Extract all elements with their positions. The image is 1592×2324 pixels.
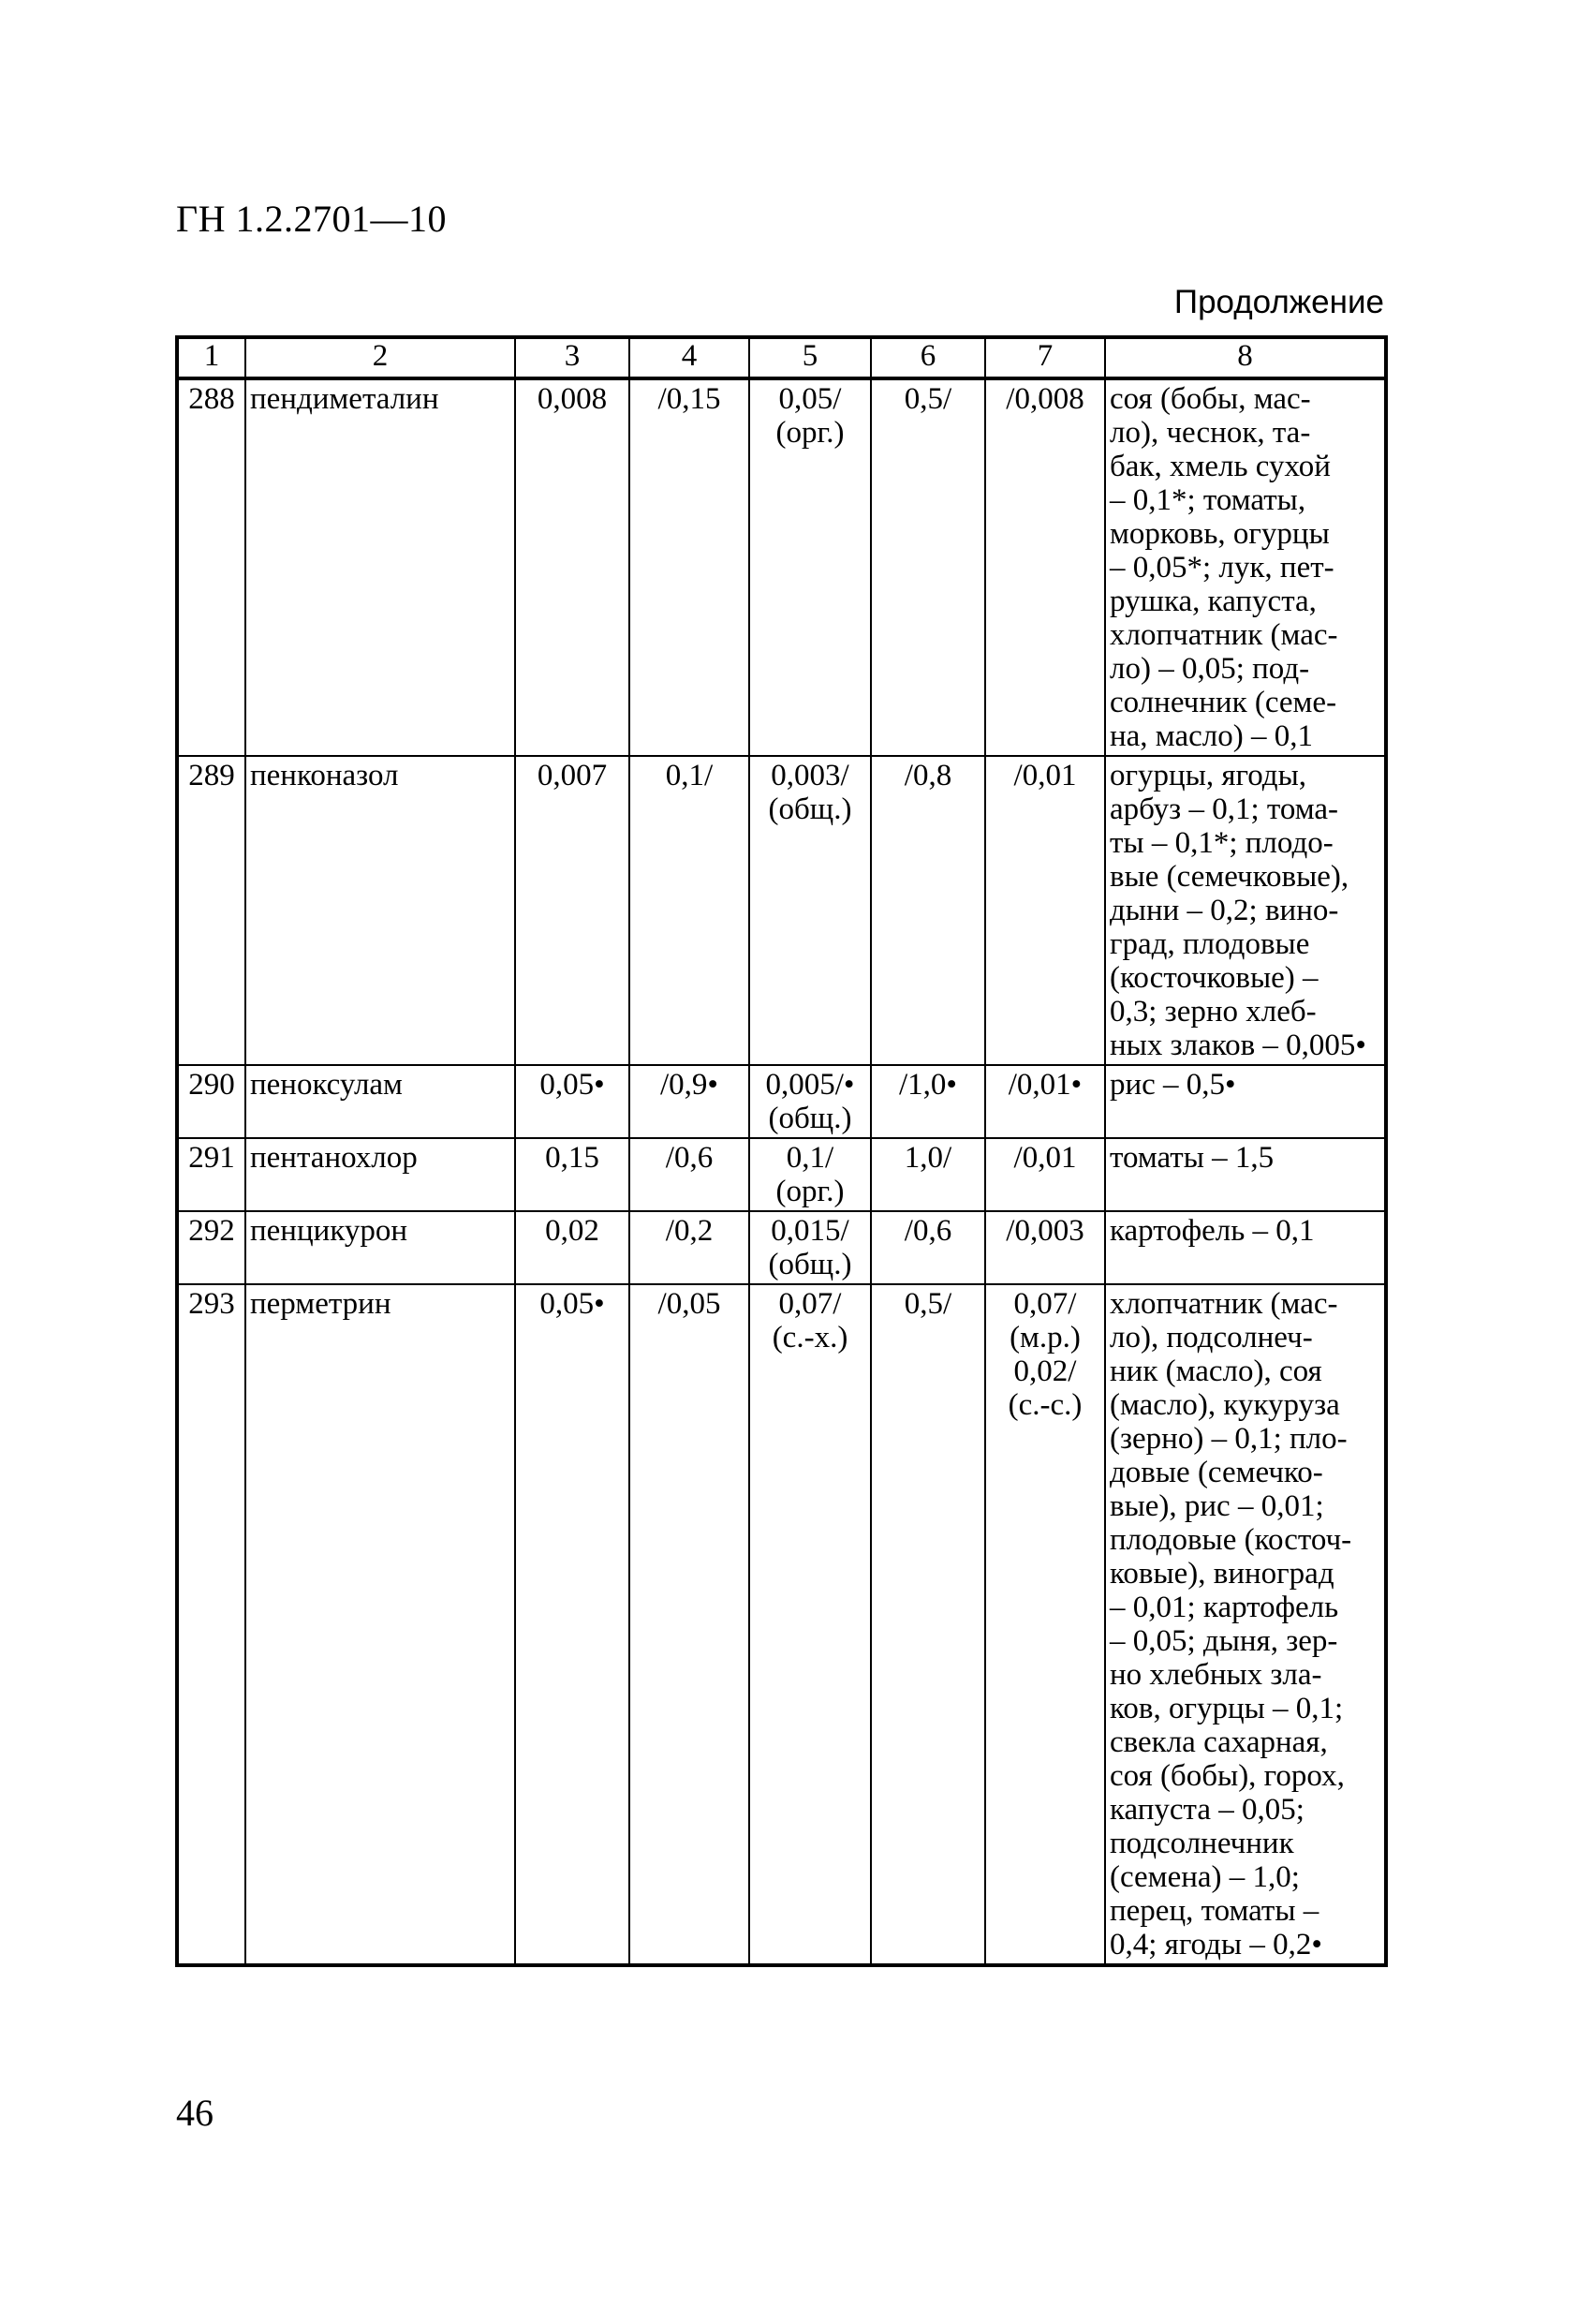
cell-line: 0,1/ [665, 759, 714, 792]
cell-col3 [515, 1211, 629, 1284]
cell-line: – 0,05; дыня, зер- [1110, 1624, 1338, 1658]
cell-col6 [871, 378, 985, 756]
table-row [177, 756, 1386, 1065]
cell-line: (общ.) [768, 792, 852, 826]
cell-number: 290 [177, 1065, 245, 1138]
cell-line: – 0,1*; томаты, [1110, 483, 1306, 517]
cell-col7 [985, 1284, 1105, 1965]
cell-col6 [871, 1284, 985, 1965]
cell-line: 0,15 [545, 1141, 599, 1175]
cell-line: (орг.) [775, 1175, 845, 1208]
document-code: ГН 1.2.2701—10 [176, 198, 448, 240]
cell-col5 [749, 1284, 871, 1965]
cell-line: /0,003 [1006, 1214, 1084, 1248]
table-body [177, 378, 1386, 1965]
cell-col5 [749, 756, 871, 1065]
cell-line: (зерно) – 0,1; пло- [1110, 1422, 1348, 1456]
cell-line: вые (семечковые), [1110, 860, 1349, 894]
cell-number: 292 [177, 1211, 245, 1284]
cell-line: 0,015/ [771, 1214, 849, 1248]
cell-line: арбуз – 0,1; тома- [1110, 792, 1339, 826]
cell-line: довые (семечко- [1110, 1456, 1323, 1489]
cell-line: дыни – 0,2; вино- [1110, 894, 1339, 927]
cell-line: – 0,01; картофель [1110, 1591, 1339, 1624]
cell-line: хлопчатник (мас- [1110, 1287, 1338, 1321]
cell-line: картофель – 0,1 [1110, 1214, 1315, 1248]
table-row [177, 378, 1386, 756]
cell-col5 [749, 1211, 871, 1284]
cell-col6 [871, 1211, 985, 1284]
cell-col3 [515, 756, 629, 1065]
cell-line: 0,1/ [786, 1141, 834, 1175]
column-header-1: 1 [177, 337, 245, 378]
cell-line: рис – 0,5• [1110, 1068, 1236, 1102]
cell-products [1105, 1211, 1386, 1284]
cell-line: /0,008 [1006, 382, 1084, 416]
cell-col3 [515, 1138, 629, 1211]
cell-products [1105, 378, 1386, 756]
cell-line: ных злаков – 0,005• [1110, 1029, 1366, 1062]
cell-line: 0,05• [539, 1287, 605, 1321]
cell-line: на, масло) – 0,1 [1110, 719, 1313, 753]
cell-line: 0,007 [537, 759, 608, 792]
norms-table [175, 335, 1388, 1967]
column-header-4: 4 [629, 337, 749, 378]
cell-products [1105, 1065, 1386, 1138]
cell-line: 0,5/ [904, 1287, 952, 1321]
cell-col7 [985, 756, 1105, 1065]
cell-line: /0,01 [1013, 759, 1077, 792]
cell-number: 289 [177, 756, 245, 1065]
cell-line: ник (масло), соя [1110, 1354, 1322, 1388]
cell-line: бак, хмель сухой [1110, 450, 1331, 483]
cell-line: 0,008 [537, 382, 608, 416]
cell-line: 0,005/• [765, 1068, 855, 1102]
cell-line: соя (бобы, мас- [1110, 382, 1311, 416]
cell-line: /0,05 [657, 1287, 721, 1321]
page-number: 46 [176, 2092, 214, 2134]
cell-line: 0,02 [545, 1214, 599, 1248]
cell-col3 [515, 1284, 629, 1965]
cell-substance: пенцикурон [245, 1211, 515, 1284]
cell-col7 [985, 378, 1105, 756]
column-header-7: 7 [985, 337, 1105, 378]
cell-col7 [985, 1211, 1105, 1284]
cell-line: – 0,05*; лук, пет- [1110, 551, 1334, 585]
cell-line: (общ.) [768, 1102, 852, 1135]
table-row [177, 1065, 1386, 1138]
cell-col5 [749, 1138, 871, 1211]
cell-line: хлопчатник (мас- [1110, 618, 1338, 652]
table-header-row [177, 337, 1386, 378]
cell-col4 [629, 1138, 749, 1211]
cell-col6 [871, 1065, 985, 1138]
cell-substance: пентанохлор [245, 1138, 515, 1211]
cell-line: ков, огурцы – 0,1; [1110, 1692, 1344, 1725]
cell-line: 0,07/ [1013, 1287, 1077, 1321]
cell-col4 [629, 1211, 749, 1284]
column-header-6: 6 [871, 337, 985, 378]
cell-line: 0,003/ [771, 759, 849, 792]
table-row [177, 1284, 1386, 1965]
cell-col4 [629, 378, 749, 756]
cell-col3 [515, 378, 629, 756]
cell-substance: перметрин [245, 1284, 515, 1965]
cell-line: ло), подсолнеч- [1110, 1321, 1313, 1354]
cell-substance: пенконазол [245, 756, 515, 1065]
column-header-3: 3 [515, 337, 629, 378]
cell-line: (м.р.) [1010, 1321, 1081, 1354]
cell-line: /0,9• [660, 1068, 718, 1102]
cell-line: (масло), кукуруза [1110, 1388, 1340, 1422]
cell-col7 [985, 1065, 1105, 1138]
cell-number: 293 [177, 1284, 245, 1965]
cell-line: свекла сахарная, [1110, 1725, 1328, 1759]
table-row [177, 1211, 1386, 1284]
cell-products [1105, 1284, 1386, 1965]
cell-line: подсолнечник [1110, 1827, 1294, 1860]
cell-col4 [629, 1284, 749, 1965]
cell-substance: пендиметалин [245, 378, 515, 756]
cell-line: /0,6 [904, 1214, 952, 1248]
cell-line: /1,0• [899, 1068, 957, 1102]
table-row [177, 1138, 1386, 1211]
column-header-5: 5 [749, 337, 871, 378]
cell-line: /0,6 [665, 1141, 714, 1175]
cell-line: перец, томаты – [1110, 1894, 1319, 1928]
cell-line: вые), рис – 0,01; [1110, 1489, 1324, 1523]
cell-line: (косточковые) – [1110, 961, 1319, 995]
cell-line: морковь, огурцы [1110, 517, 1330, 551]
cell-col3 [515, 1065, 629, 1138]
column-header-8: 8 [1105, 337, 1386, 378]
cell-line: /0,15 [657, 382, 721, 416]
cell-line: плодовые (косточ- [1110, 1523, 1352, 1557]
cell-line: (орг.) [775, 416, 845, 450]
cell-line: (семена) – 1,0; [1110, 1860, 1300, 1894]
cell-line: /0,01• [1008, 1068, 1083, 1102]
column-header-2: 2 [245, 337, 515, 378]
cell-line: 0,3; зерно хлеб- [1110, 995, 1317, 1029]
cell-line: (с.-с.) [1008, 1388, 1083, 1422]
cell-line: /0,2 [665, 1214, 714, 1248]
cell-line: соя (бобы), горох, [1110, 1759, 1345, 1793]
cell-products [1105, 1138, 1386, 1211]
cell-number: 291 [177, 1138, 245, 1211]
cell-line: /0,01 [1013, 1141, 1077, 1175]
cell-line: 0,02/ [1013, 1354, 1077, 1388]
cell-line: 0,4; ягоды – 0,2• [1110, 1928, 1322, 1961]
cell-line: ло), чеснок, та- [1110, 416, 1311, 450]
cell-line: град, плодовые [1110, 927, 1310, 961]
cell-col4 [629, 1065, 749, 1138]
cell-line: 1,0/ [904, 1141, 952, 1175]
cell-line: огурцы, ягоды, [1110, 759, 1307, 792]
cell-line: 0,05• [539, 1068, 605, 1102]
cell-line: 0,07/ [778, 1287, 842, 1321]
cell-line: (общ.) [768, 1248, 852, 1281]
cell-col4 [629, 756, 749, 1065]
cell-line: рушка, капуста, [1110, 585, 1317, 618]
cell-col5 [749, 1065, 871, 1138]
cell-col7 [985, 1138, 1105, 1211]
cell-line: /0,8 [904, 759, 952, 792]
continuation-label: Продолжение [1173, 284, 1384, 320]
cell-number: 288 [177, 378, 245, 756]
cell-substance: пеноксулам [245, 1065, 515, 1138]
cell-products [1105, 756, 1386, 1065]
cell-line: солнечник (семе- [1110, 686, 1337, 719]
cell-col5 [749, 378, 871, 756]
cell-line: 0,05/ [778, 382, 842, 416]
cell-line: капуста – 0,05; [1110, 1793, 1305, 1827]
cell-line: но хлебных зла- [1110, 1658, 1322, 1692]
cell-line: ло) – 0,05; под- [1110, 652, 1310, 686]
cell-line: ты – 0,1*; плодо- [1110, 826, 1334, 860]
cell-col6 [871, 1138, 985, 1211]
cell-col6 [871, 756, 985, 1065]
cell-line: томаты – 1,5 [1110, 1141, 1275, 1175]
cell-line: 0,5/ [904, 382, 952, 416]
cell-line: (с.-х.) [772, 1321, 848, 1354]
cell-line: ковые), виноград [1110, 1557, 1334, 1591]
